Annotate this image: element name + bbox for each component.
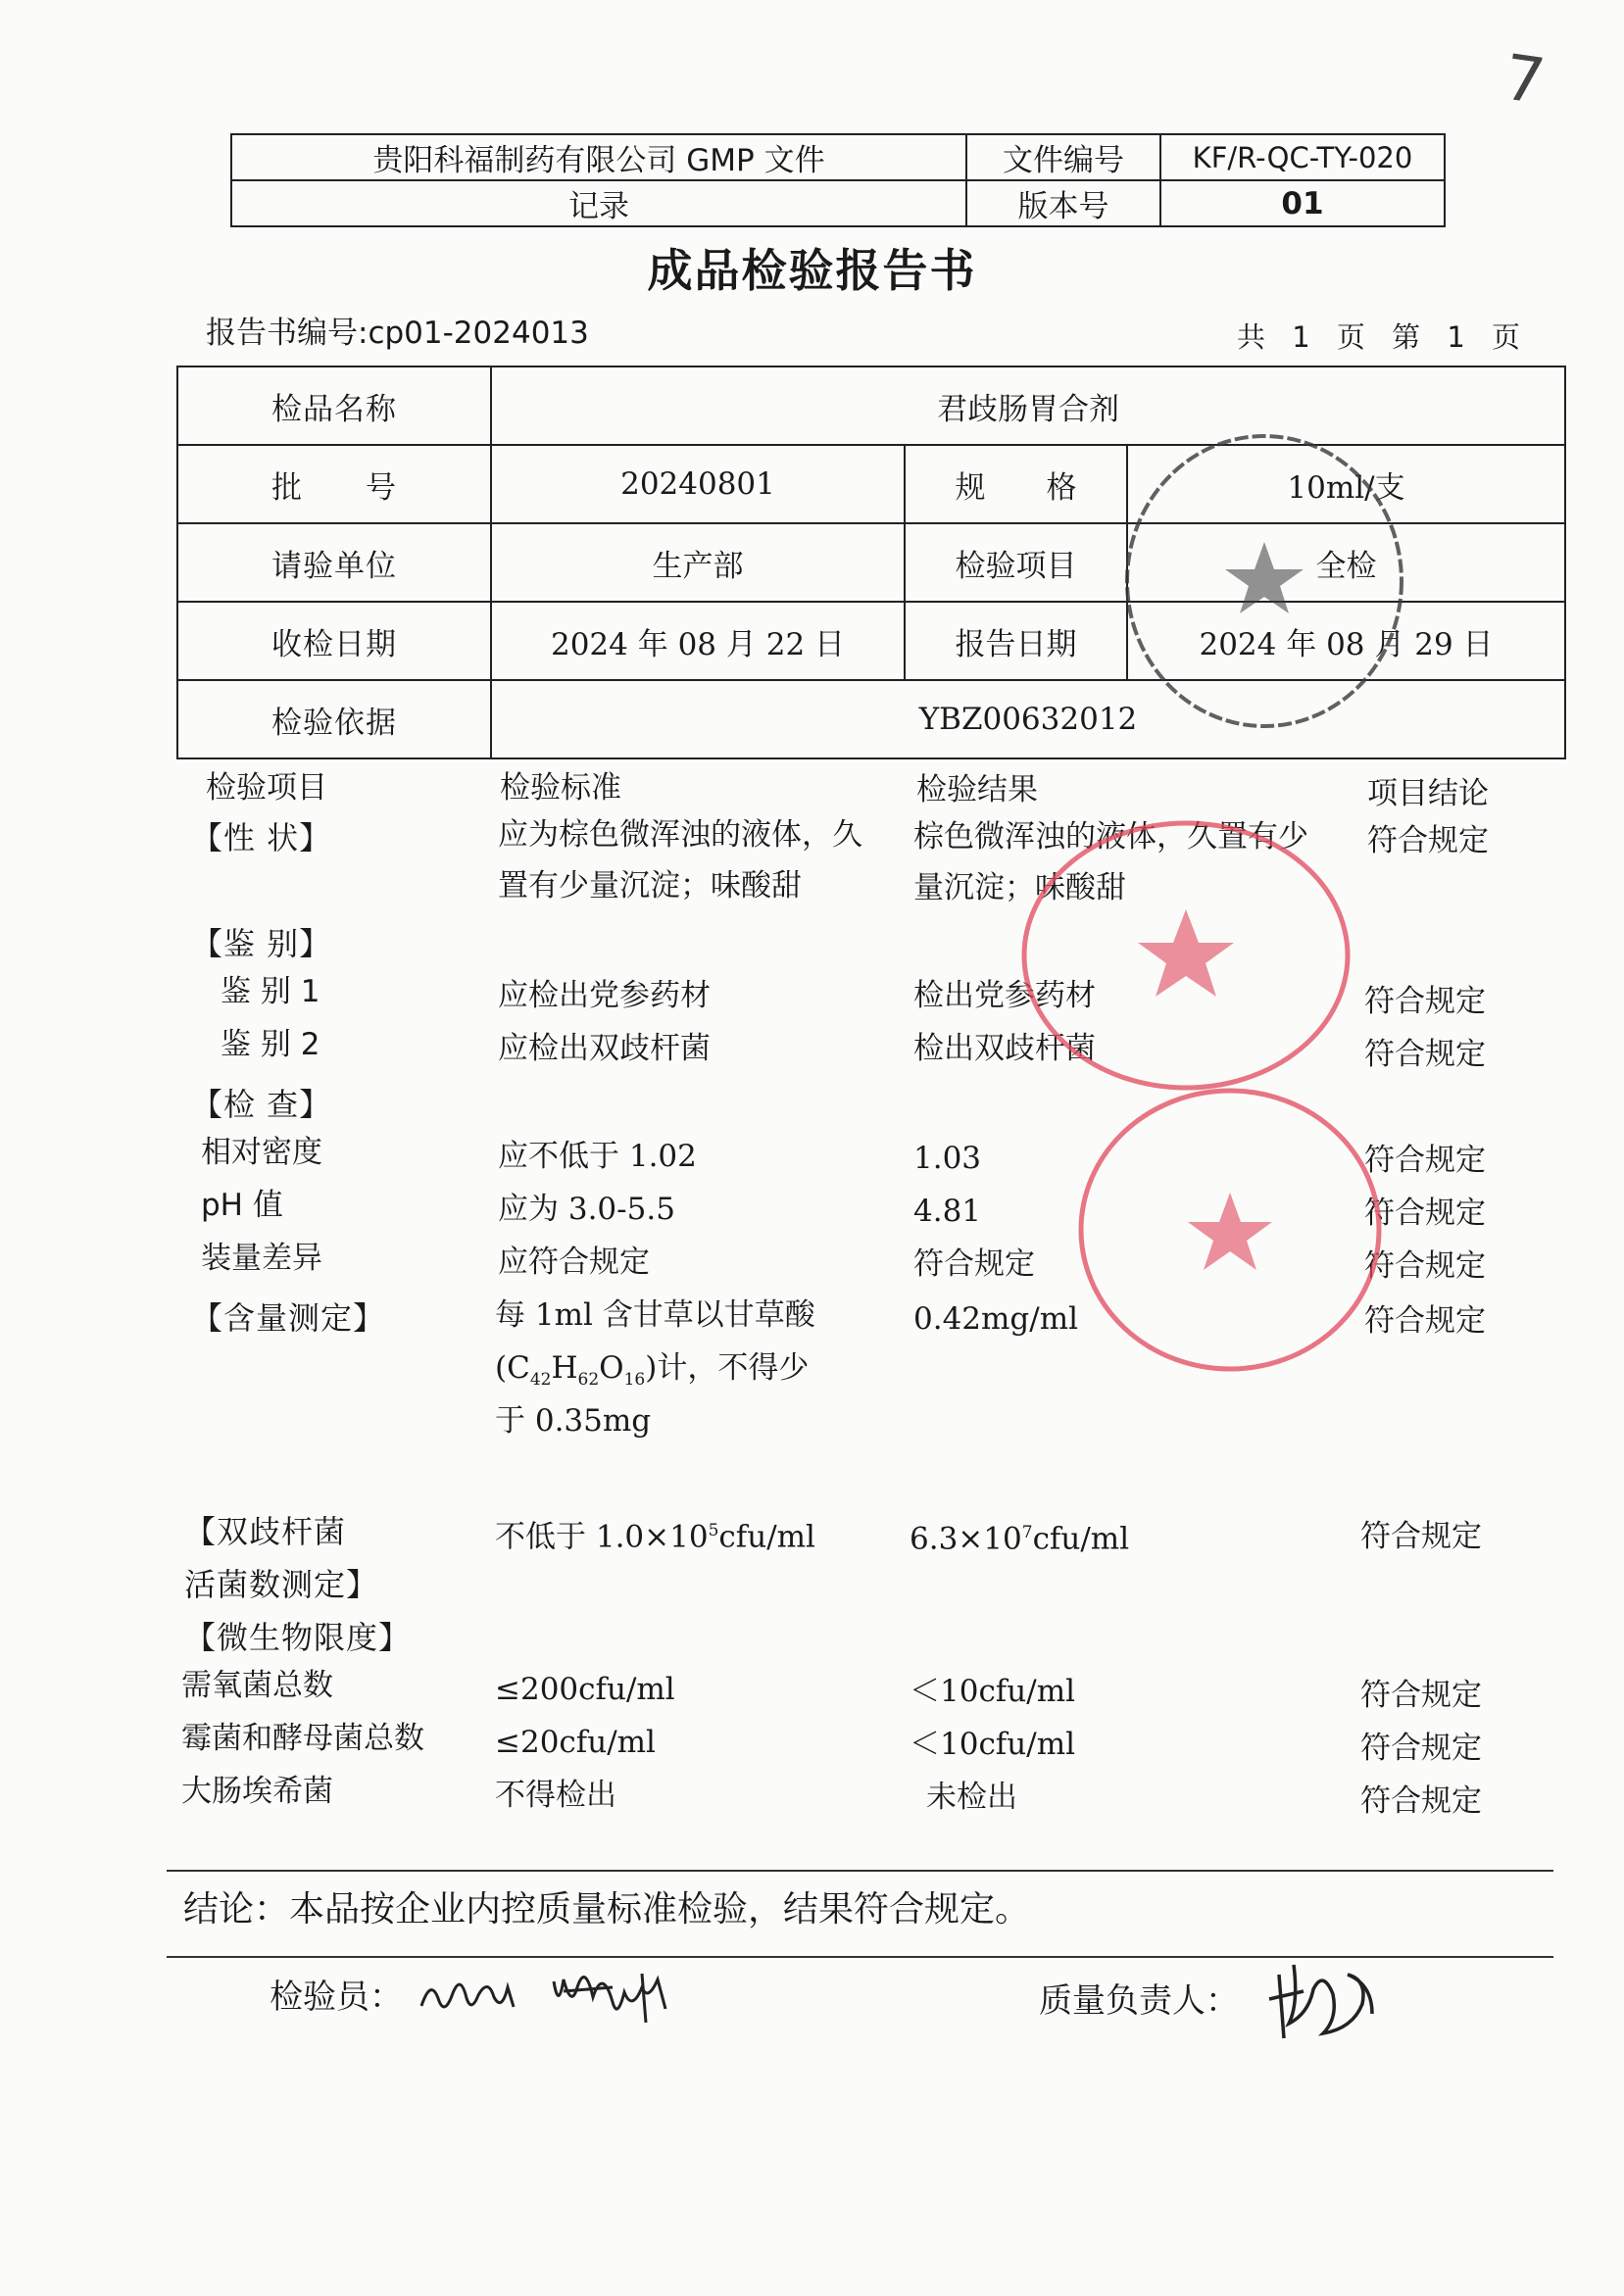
- qa-signature: [1264, 1955, 1382, 2048]
- assay-conclusion: 符合规定: [1364, 1303, 1486, 1339]
- assay-item: 【含量测定】: [191, 1299, 386, 1337]
- micro-header: 【微生物限度】: [184, 1619, 412, 1656]
- appearance-standard-line1: 应为棕色微浑浊的液体，久: [498, 817, 862, 853]
- page-title: 成品检验报告书: [647, 244, 977, 297]
- fill-item: 装量差异: [201, 1241, 322, 1276]
- ph-standard: 应为 3.0-5.5: [498, 1192, 675, 1227]
- spec-value: 10ml/支: [1127, 445, 1565, 523]
- density-standard: 应不低于 1.02: [498, 1139, 697, 1174]
- col-header-standard: 检验标准: [500, 770, 621, 806]
- appearance-result-line2: 量沉淀；味酸甜: [913, 870, 1126, 905]
- ph-item: pH 值: [201, 1188, 283, 1223]
- fill-conclusion: 符合规定: [1364, 1248, 1486, 1284]
- aerobic-standard: ≤200cfu/ml: [495, 1672, 675, 1707]
- aerobic-conclusion: 符合规定: [1360, 1678, 1482, 1713]
- requester-label: 请验单位: [177, 523, 491, 602]
- bifido-conclusion: 符合规定: [1360, 1519, 1482, 1554]
- assay-standard-line1: 每 1ml 含甘草以甘草酸: [495, 1297, 815, 1333]
- product-info-table: [176, 366, 1566, 759]
- report-date: 2024 年 08 月 29 日: [1127, 602, 1565, 680]
- appearance-item: 【性 状】: [191, 819, 332, 856]
- col-header-conclusion: 项目结论: [1367, 776, 1489, 811]
- id2-result: 检出双歧杆菌: [913, 1031, 1096, 1066]
- fill-result: 符合规定: [913, 1246, 1035, 1282]
- ecoli-conclusion: 符合规定: [1360, 1783, 1482, 1819]
- yeast-item: 霉菌和酵母菌总数: [181, 1721, 424, 1756]
- bifido-result: $6.3\times 10^7cfu/ml$: [910, 1521, 1130, 1557]
- ecoli-result: 未检出: [926, 1780, 1017, 1815]
- doc-no: KF/R-QC-TY-020: [1160, 134, 1445, 180]
- company-name: 贵阳科福制药有限公司 GMP 文件: [231, 134, 966, 180]
- bifido-standard: 不低于 $1.0\times 10^5cfu/ml$: [495, 1519, 815, 1555]
- inspector-label: 检验员：: [270, 1978, 403, 2017]
- qa-label: 质量负责人：: [1039, 1981, 1239, 2021]
- test-items-value: 全检: [1127, 523, 1565, 602]
- id2-standard: 应检出双歧杆菌: [498, 1031, 711, 1066]
- spec-label: 规 格: [905, 445, 1127, 523]
- receive-date: 2024 年 08 月 22 日: [491, 602, 905, 680]
- id1-standard: 应检出党参药材: [498, 978, 711, 1013]
- receive-date-label: 收检日期: [177, 602, 491, 680]
- bifido-item-line2: 活菌数测定】: [184, 1566, 379, 1603]
- product-name: 君歧肠胃合剂: [491, 366, 1565, 445]
- version-label: 版本号: [966, 180, 1160, 226]
- page-count: 共 1 页 第 1 页: [1237, 320, 1524, 354]
- report-date-label: 报告日期: [905, 602, 1127, 680]
- yeast-result: ＜10cfu/ml: [910, 1727, 1076, 1762]
- gmp-header-table: [230, 133, 1446, 227]
- product-name-label: 检品名称: [177, 366, 491, 445]
- appearance-conclusion: 符合规定: [1367, 823, 1489, 858]
- assay-standard-line3: 于 0.35mg: [495, 1403, 652, 1439]
- page-mark: 7: [1500, 41, 1550, 120]
- conclusion-text: 结论：本品按企业内控质量标准检验，结果符合规定。: [183, 1889, 1031, 1930]
- fill-standard: 应符合规定: [498, 1245, 650, 1280]
- report-number: 报告书编号:cp01-2024013: [206, 316, 589, 351]
- bifido-item-line1: 【双歧杆菌: [184, 1513, 347, 1550]
- inspector-signature: [417, 1962, 711, 2030]
- id1-item: 鉴 别 1: [221, 974, 320, 1009]
- id1-result: 检出党参药材: [913, 978, 1096, 1013]
- requester-value: 生产部: [491, 523, 905, 602]
- company-seal-stamp: [1073, 1083, 1387, 1377]
- density-conclusion: 符合规定: [1364, 1143, 1486, 1178]
- basis-label: 检验依据: [177, 680, 491, 758]
- ph-result: 4.81: [913, 1194, 982, 1229]
- id2-item: 鉴 别 2: [221, 1027, 320, 1062]
- aerobic-item: 需氧菌总数: [181, 1668, 333, 1703]
- density-item: 相对密度: [201, 1135, 322, 1170]
- ecoli-item: 大肠埃希菌: [181, 1774, 333, 1809]
- test-items-label: 检验项目: [905, 523, 1127, 602]
- identification-header: 【鉴 别】: [191, 925, 332, 962]
- id1-conclusion: 符合规定: [1364, 984, 1486, 1019]
- batch-number: 20240801: [491, 445, 905, 523]
- divider-bottom: [167, 1956, 1553, 1958]
- basis-value: YBZ00632012: [491, 680, 1565, 758]
- check-header: 【检 查】: [191, 1086, 332, 1123]
- batch-label: 批 号: [177, 445, 491, 523]
- appearance-standard-line2: 置有少量沉淀；味酸甜: [498, 868, 802, 904]
- col-header-item: 检验项目: [206, 770, 327, 806]
- record-label: 记录: [231, 180, 966, 226]
- assay-result: 0.42mg/ml: [913, 1301, 1079, 1337]
- yeast-conclusion: 符合规定: [1360, 1731, 1482, 1766]
- id2-conclusion: 符合规定: [1364, 1037, 1486, 1072]
- assay-standard-line2: $(C_{42}H_{62}O_{16})$计，不得少: [495, 1350, 810, 1391]
- ph-conclusion: 符合规定: [1364, 1196, 1486, 1231]
- doc-no-label: 文件编号: [966, 134, 1160, 180]
- version-no: 01: [1160, 180, 1445, 226]
- yeast-standard: ≤20cfu/ml: [495, 1725, 656, 1760]
- divider-top: [167, 1870, 1553, 1872]
- aerobic-result: ＜10cfu/ml: [910, 1674, 1076, 1709]
- appearance-result-line1: 棕色微浑浊的液体，久置有少: [913, 819, 1308, 855]
- density-result: 1.03: [913, 1141, 982, 1176]
- col-header-result: 检验结果: [916, 772, 1038, 807]
- ecoli-standard: 不得检出: [495, 1778, 616, 1813]
